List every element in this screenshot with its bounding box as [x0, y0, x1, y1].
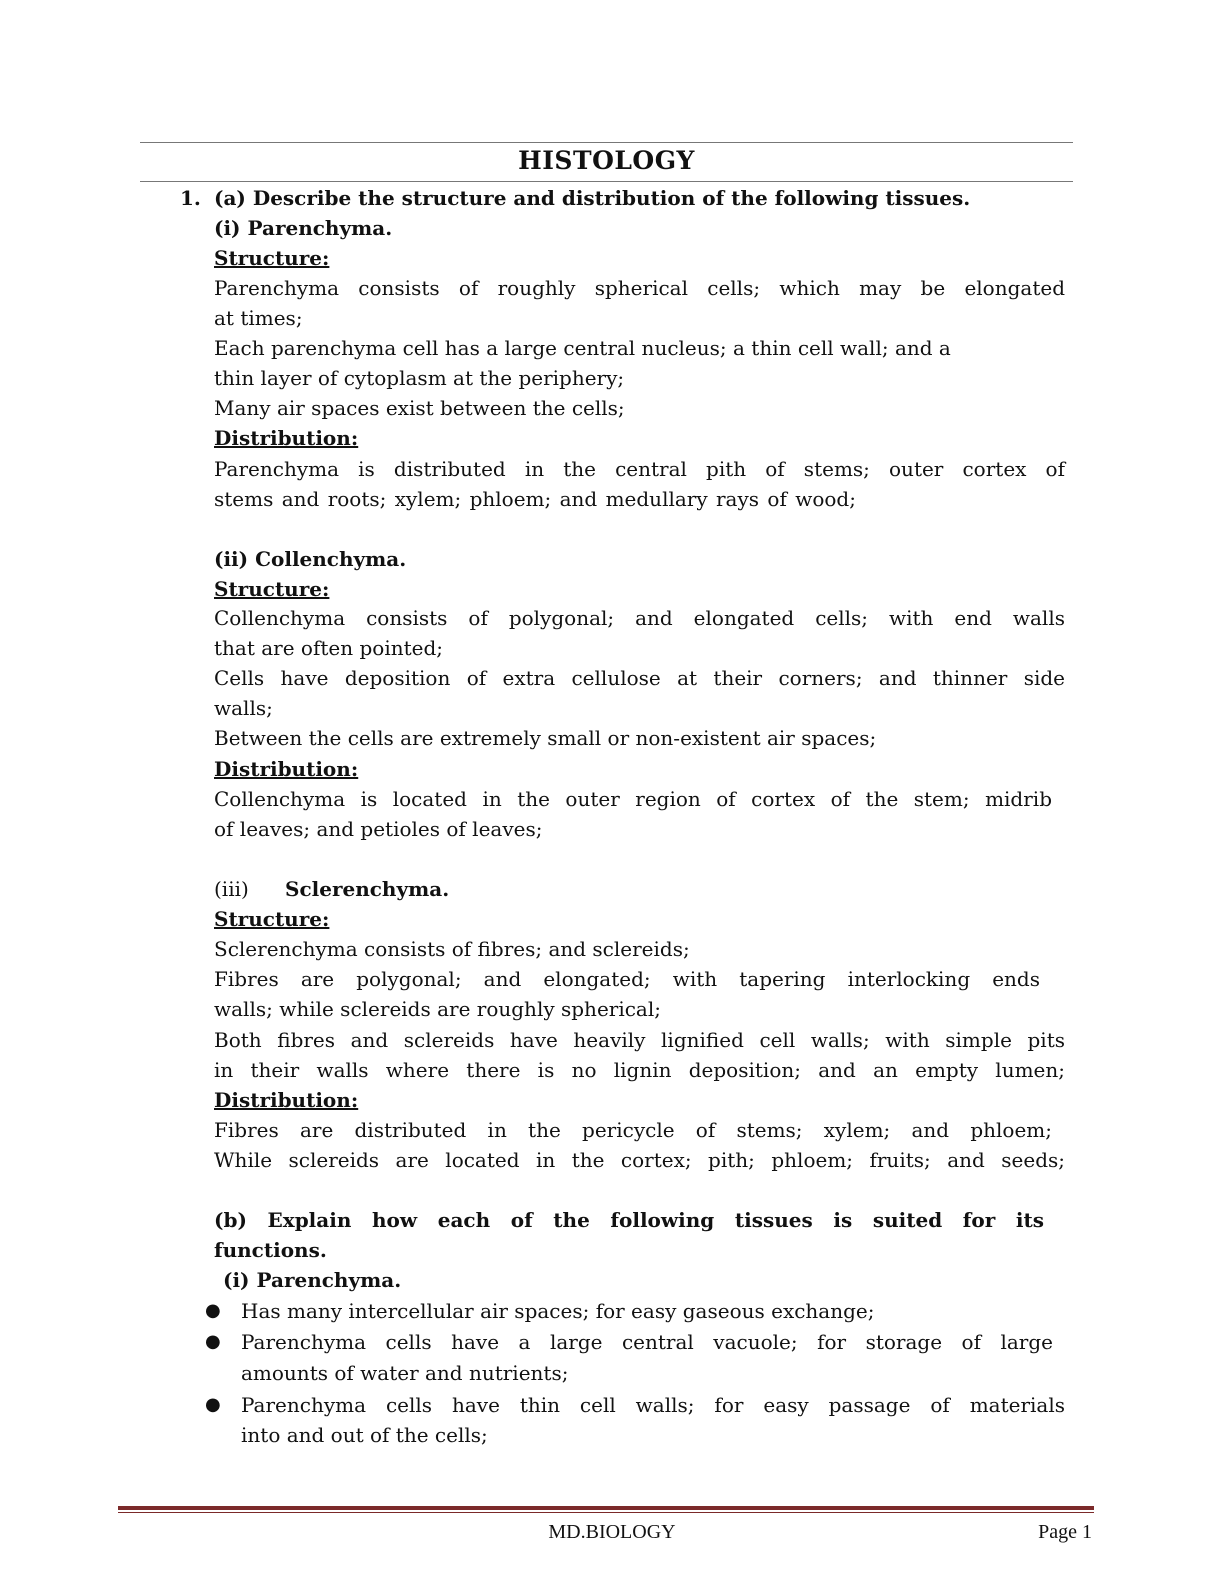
text-line: While sclereids are located in the cortex; pith; phloem; fruits; and seeds; [214, 1148, 1065, 1172]
structure-label: Structure: [214, 577, 330, 601]
text-line: Between the cells are extremely small or non-existent air spaces; [214, 726, 877, 750]
collenchyma-label: (ii) Collenchyma. [214, 547, 407, 571]
structure-label: Structure: [214, 246, 330, 270]
text-line: walls; while sclereids are roughly spherical; [214, 997, 661, 1021]
text-line: at times; [214, 306, 303, 330]
text-line: walls; [214, 696, 273, 720]
text-line: Parenchyma consists of roughly spherical cells; which may be elongated [214, 276, 1065, 300]
text-line: Fibres are polygonal; and elongated; with tapering interlocking ends [214, 967, 1040, 991]
parenchyma-label: (i) Parenchyma. [214, 216, 393, 240]
text-line: Many air spaces exist between the cells; [214, 396, 625, 420]
footer-label: MD.BIOLOGY [548, 1521, 676, 1543]
structure-label: Structure: [214, 907, 330, 931]
distribution-label: Distribution: [214, 426, 359, 450]
distribution-label: Distribution: [214, 1088, 359, 1112]
text-line: that are often pointed; [214, 636, 444, 660]
bullet-icon: ● [205, 1394, 221, 1415]
list-item: Parenchyma cells have thin cell walls; for easy passage of materials [241, 1393, 1065, 1417]
part-a-heading: (a) Describe the structure and distribution of the following tissues. [214, 186, 971, 210]
text-line: Cells have deposition of extra cellulose at their corners; and thinner side [214, 666, 1065, 690]
footer-rule-thin [118, 1512, 1094, 1513]
sclerenchyma-roman: (iii) [214, 877, 249, 901]
distribution-label: Distribution: [214, 757, 359, 781]
list-item: Has many intercellular air spaces; for easy gaseous exchange; [241, 1299, 875, 1323]
question-number: 1. [180, 186, 201, 210]
text-line: stems and roots; xylem; phloem; and medullary rays of wood; [214, 487, 856, 511]
part-b-parenchyma-label: (i) Parenchyma. [223, 1268, 402, 1292]
list-item: Parenchyma cells have a large central vacuole; for storage of large [241, 1330, 1053, 1354]
text-line: Each parenchyma cell has a large central nucleus; a thin cell wall; and a [214, 336, 951, 360]
page-number: Page 1 [1038, 1521, 1092, 1543]
text-line: in their walls where there is no lignin deposition; and an empty lumen; [214, 1058, 1065, 1082]
text-line: Parenchyma is distributed in the central pith of stems; outer cortex of [214, 457, 1065, 481]
text-line: Collenchyma consists of polygonal; and elongated cells; with end walls [214, 606, 1065, 630]
bullet-icon: ● [205, 1300, 221, 1321]
part-b-heading: (b) Explain how each of the following tissues is suited for its [214, 1208, 1044, 1232]
footer-rule [118, 1506, 1094, 1510]
title-bottom-rule [140, 181, 1073, 182]
text-line: Both fibres and sclereids have heavily lignified cell walls; with simple pits [214, 1028, 1065, 1052]
text-line: Collenchyma is located in the outer region of cortex of the stem; midrib [214, 787, 1052, 811]
text-line: Sclerenchyma consists of fibres; and sclereids; [214, 937, 690, 961]
list-item-cont: into and out of the cells; [241, 1423, 488, 1447]
list-item-cont: amounts of water and nutrients; [241, 1361, 569, 1385]
bullet-icon: ● [205, 1331, 221, 1352]
part-b-heading-cont: functions. [214, 1238, 327, 1262]
title-top-rule [140, 142, 1073, 143]
text-line: of leaves; and petioles of leaves; [214, 817, 543, 841]
text-line: Fibres are distributed in the pericycle of stems; xylem; and phloem; [214, 1118, 1052, 1142]
text-line: thin layer of cytoplasm at the periphery; [214, 366, 625, 390]
page-title: HISTOLOGY [518, 146, 695, 175]
sclerenchyma-label: Sclerenchyma. [285, 877, 450, 901]
